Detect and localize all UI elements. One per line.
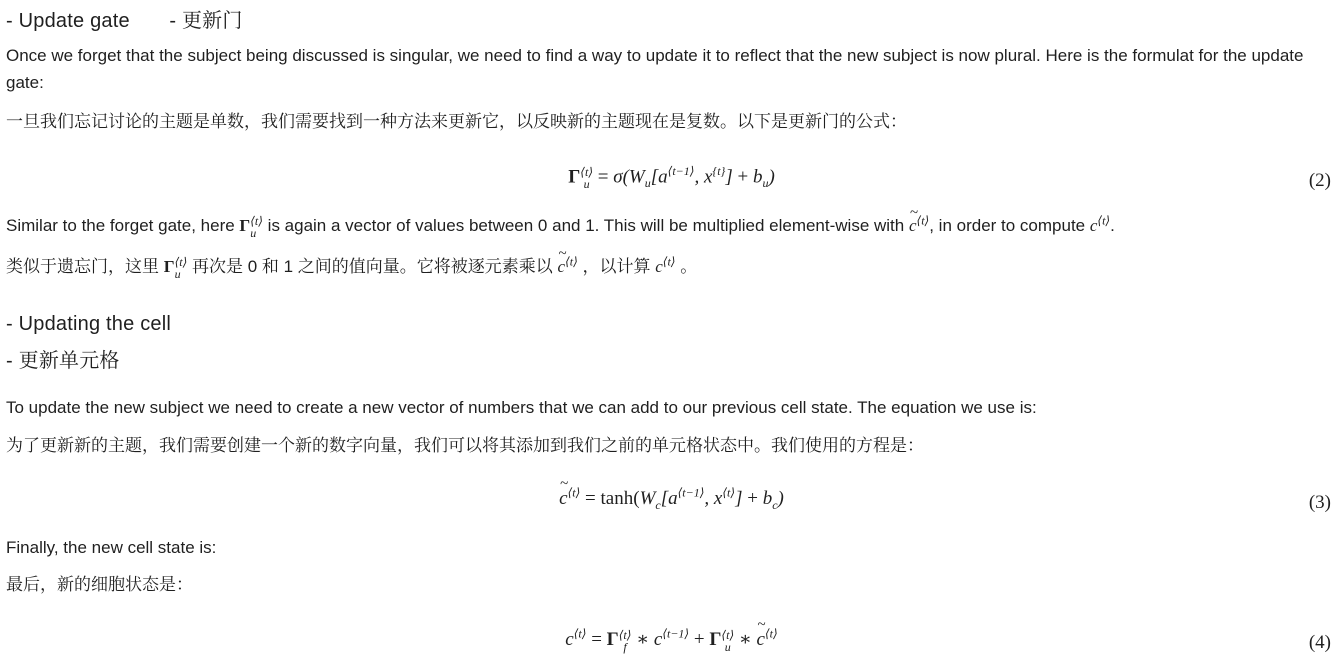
paragraph-updating-cell-en: To update the new subject we need to create a new vector of numbers that we can add to our previous cell state. The equation we use is: [6, 398, 1037, 417]
equation-cell-state: $c^{⟨t⟩} = \Gamma$ ⟨t⟩ f ∗ $c^{⟨t-1⟩} + \Gamma$ ⟨t⟩ u ∗ ~ $c^{⟨t⟩}$ [0, 628, 1343, 653]
paragraph-final-zh: 最后，新的细胞状态是： [6, 575, 193, 594]
equation-number-2: (2) [1308, 170, 1331, 191]
equation-candidate-cell: ~ $c^{⟨t⟩} = \tanh(W_c[a^{⟨t-1⟩}$, $x^{⟨t⟩}] + b_c$) [0, 488, 1343, 510]
paragraph-update-gate-en: Once we forget that the subject being discussed is singular, we need to find a way to update it to reflect that the new subject is now plural. Here is the formulat for the update gate: [6, 46, 1304, 92]
paragraph-updating-cell-zh: 为了更新新的主题，我们需要创建一个新的数字向量，我们可以将其添加到我们之前的单元格状态中。我们使用的方程是： [6, 436, 924, 455]
paragraph-update-gate-zh: 一旦我们忘记讨论的主题是单数，我们需要找到一种方法来更新它，以反映新的主题现在是复数。以下是更新门的公式： [6, 112, 907, 131]
equation-number-3: (3) [1308, 492, 1331, 513]
equation-update-gate: Γ ⟨t⟩ u = $\sigma(W_u[a^{⟨t-1⟩}$, $x^{\{t\}}] + b_u$) [568, 164, 775, 191]
heading-en: - Update gate [6, 10, 130, 32]
paragraph-update-gate-explain-en: Similar to the forget gate, here Γ ⟨t⟩ u is again a vector of values between 0 and 1. This will be multiplied element-wise with ~ $c^{⟨t⟩}$, in order to compute $c^{⟨t⟩}$. [6, 212, 1115, 239]
section-heading-update-gate [6, 4, 243, 33]
paragraph-final-en: Finally, the new cell state is: [6, 538, 217, 557]
section-heading-updating-cell-en: - Updating the cell [6, 313, 172, 335]
heading-zh: - 更新门 [169, 10, 243, 32]
equation-number-4: (4) [1308, 632, 1331, 653]
paragraph-update-gate-explain-zh: 类似于遗忘门，这里 Γ ⟨t⟩ u 再次是 0 和 1 之间的值向量。它将被逐元素乘以 ~ $c^{⟨t⟩}$ ，以计算 $c^{⟨t⟩}$ 。 [6, 253, 697, 280]
section-heading-updating-cell-zh: - 更新单元格 [6, 350, 120, 372]
